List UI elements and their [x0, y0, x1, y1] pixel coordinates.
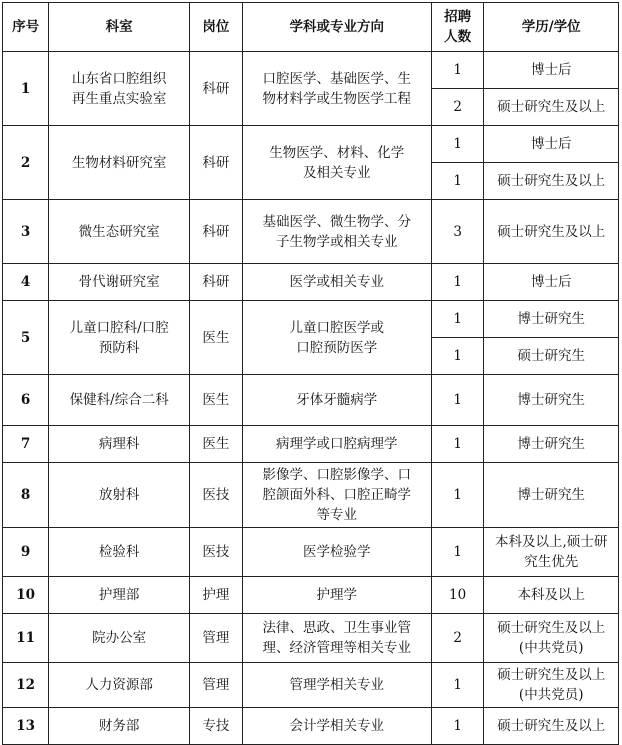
row-count: 1: [431, 463, 484, 528]
row-seq: 2: [3, 126, 49, 200]
row-post: 专技: [190, 708, 243, 745]
row-count: 2: [431, 89, 484, 126]
header-row: [3, 3, 619, 52]
header-count: 招聘 人数: [431, 3, 484, 52]
row-edu: 博士研究生: [484, 463, 619, 528]
row-seq: 4: [3, 264, 49, 301]
row-post: 医技: [190, 463, 243, 528]
row-count: 1: [431, 126, 484, 163]
row-seq: 6: [3, 375, 49, 426]
table-row: [3, 375, 619, 426]
row-post: 管理: [190, 614, 243, 663]
row-count: 1: [431, 301, 484, 338]
row-dept: 财务部: [49, 708, 190, 745]
row-edu: 博士后: [484, 52, 619, 89]
row-count: 1: [431, 52, 484, 89]
row-major: 生物医学、材料、化学 及相关专业: [242, 126, 431, 200]
row-seq: 12: [3, 663, 49, 708]
row-seq: 13: [3, 708, 49, 745]
row-major: 医学或相关专业: [242, 264, 431, 301]
table-row: [3, 577, 619, 614]
header-edu: 学历/学位: [484, 3, 619, 52]
row-count: 2: [431, 614, 484, 663]
row-seq: 7: [3, 426, 49, 463]
row-post: 医技: [190, 528, 243, 577]
row-seq: 5: [3, 301, 49, 375]
row-dept: 放射科: [49, 463, 190, 528]
row-dept: 病理科: [49, 426, 190, 463]
row-major: 儿童口腔医学或 口腔预防医学: [242, 301, 431, 375]
row-seq: 11: [3, 614, 49, 663]
row-major: 医学检验学: [242, 528, 431, 577]
row-edu: 本科及以上: [484, 577, 619, 614]
row-edu: 博士研究生: [484, 375, 619, 426]
row-major: 影像学、口腔影像学、口 腔颌面外科、口腔正畸学 等专业: [242, 463, 431, 528]
row-count: 1: [431, 163, 484, 200]
row-post: 科研: [190, 264, 243, 301]
row-post: 科研: [190, 200, 243, 264]
row-edu: 硕士研究生及以上: [484, 163, 619, 200]
row-seq: 3: [3, 200, 49, 264]
row-seq: 1: [3, 52, 49, 126]
row-edu: 硕士研究生及以上 (中共党员): [484, 614, 619, 663]
row-dept: 儿童口腔科/口腔 预防科: [49, 301, 190, 375]
row-major: 管理学相关专业: [242, 663, 431, 708]
row-dept: 保健科/综合二科: [49, 375, 190, 426]
row-major: 会计学相关专业: [242, 708, 431, 745]
row-count: 3: [431, 200, 484, 264]
row-edu: 博士后: [484, 264, 619, 301]
row-post: 医生: [190, 426, 243, 463]
row-major: 法律、思政、卫生事业管 理、经济管理等相关专业: [242, 614, 431, 663]
row-post: 护理: [190, 577, 243, 614]
row-count: 1: [431, 375, 484, 426]
recruitment-table: [2, 2, 619, 745]
row-count: 1: [431, 426, 484, 463]
row-major: 病理学或口腔病理学: [242, 426, 431, 463]
table-row: [3, 663, 619, 708]
row-dept: 检验科: [49, 528, 190, 577]
header-major: 学科或专业方向: [242, 3, 431, 52]
row-post: 科研: [190, 52, 243, 126]
row-edu: 硕士研究生及以上: [484, 89, 619, 126]
row-count: 10: [431, 577, 484, 614]
row-count: 1: [431, 528, 484, 577]
row-edu: 硕士研究生及以上: [484, 200, 619, 264]
row-dept: 微生态研究室: [49, 200, 190, 264]
row-post: 医生: [190, 375, 243, 426]
row-dept: 生物材料研究室: [49, 126, 190, 200]
table-row: [3, 52, 619, 89]
table-row: [3, 264, 619, 301]
row-dept: 人力资源部: [49, 663, 190, 708]
row-edu: 博士研究生: [484, 426, 619, 463]
header-seq: 序号: [3, 3, 49, 52]
table-body: [3, 52, 619, 745]
row-edu: 硕士研究生: [484, 338, 619, 375]
row-dept: 骨代谢研究室: [49, 264, 190, 301]
row-seq: 8: [3, 463, 49, 528]
row-seq: 9: [3, 528, 49, 577]
row-post: 医生: [190, 301, 243, 375]
row-edu: 本科及以上,硕士研 究生优先: [484, 528, 619, 577]
row-dept: 山东省口腔组织 再生重点实验室: [49, 52, 190, 126]
row-count: 1: [431, 663, 484, 708]
table-row: [3, 126, 619, 163]
row-major: 护理学: [242, 577, 431, 614]
row-edu: 博士研究生: [484, 301, 619, 338]
table-row: [3, 301, 619, 338]
row-count: 1: [431, 708, 484, 745]
row-post: 管理: [190, 663, 243, 708]
row-dept: 护理部: [49, 577, 190, 614]
row-count: 1: [431, 264, 484, 301]
table-row: [3, 426, 619, 463]
table-row: [3, 614, 619, 663]
row-major: 牙体牙髓病学: [242, 375, 431, 426]
row-edu: 硕士研究生及以上: [484, 708, 619, 745]
row-post: 科研: [190, 126, 243, 200]
row-major: 口腔医学、基础医学、生 物材料学或生物医学工程: [242, 52, 431, 126]
header-post: 岗位: [190, 3, 243, 52]
row-dept: 院办公室: [49, 614, 190, 663]
row-count: 1: [431, 338, 484, 375]
row-edu: 硕士研究生及以上 (中共党员): [484, 663, 619, 708]
row-seq: 10: [3, 577, 49, 614]
table-row: [3, 528, 619, 577]
header-dept: 科室: [49, 3, 190, 52]
row-major: 基础医学、微生物学、分 子生物学或相关专业: [242, 200, 431, 264]
table-row: [3, 200, 619, 264]
table-row: [3, 463, 619, 528]
row-edu: 博士后: [484, 126, 619, 163]
